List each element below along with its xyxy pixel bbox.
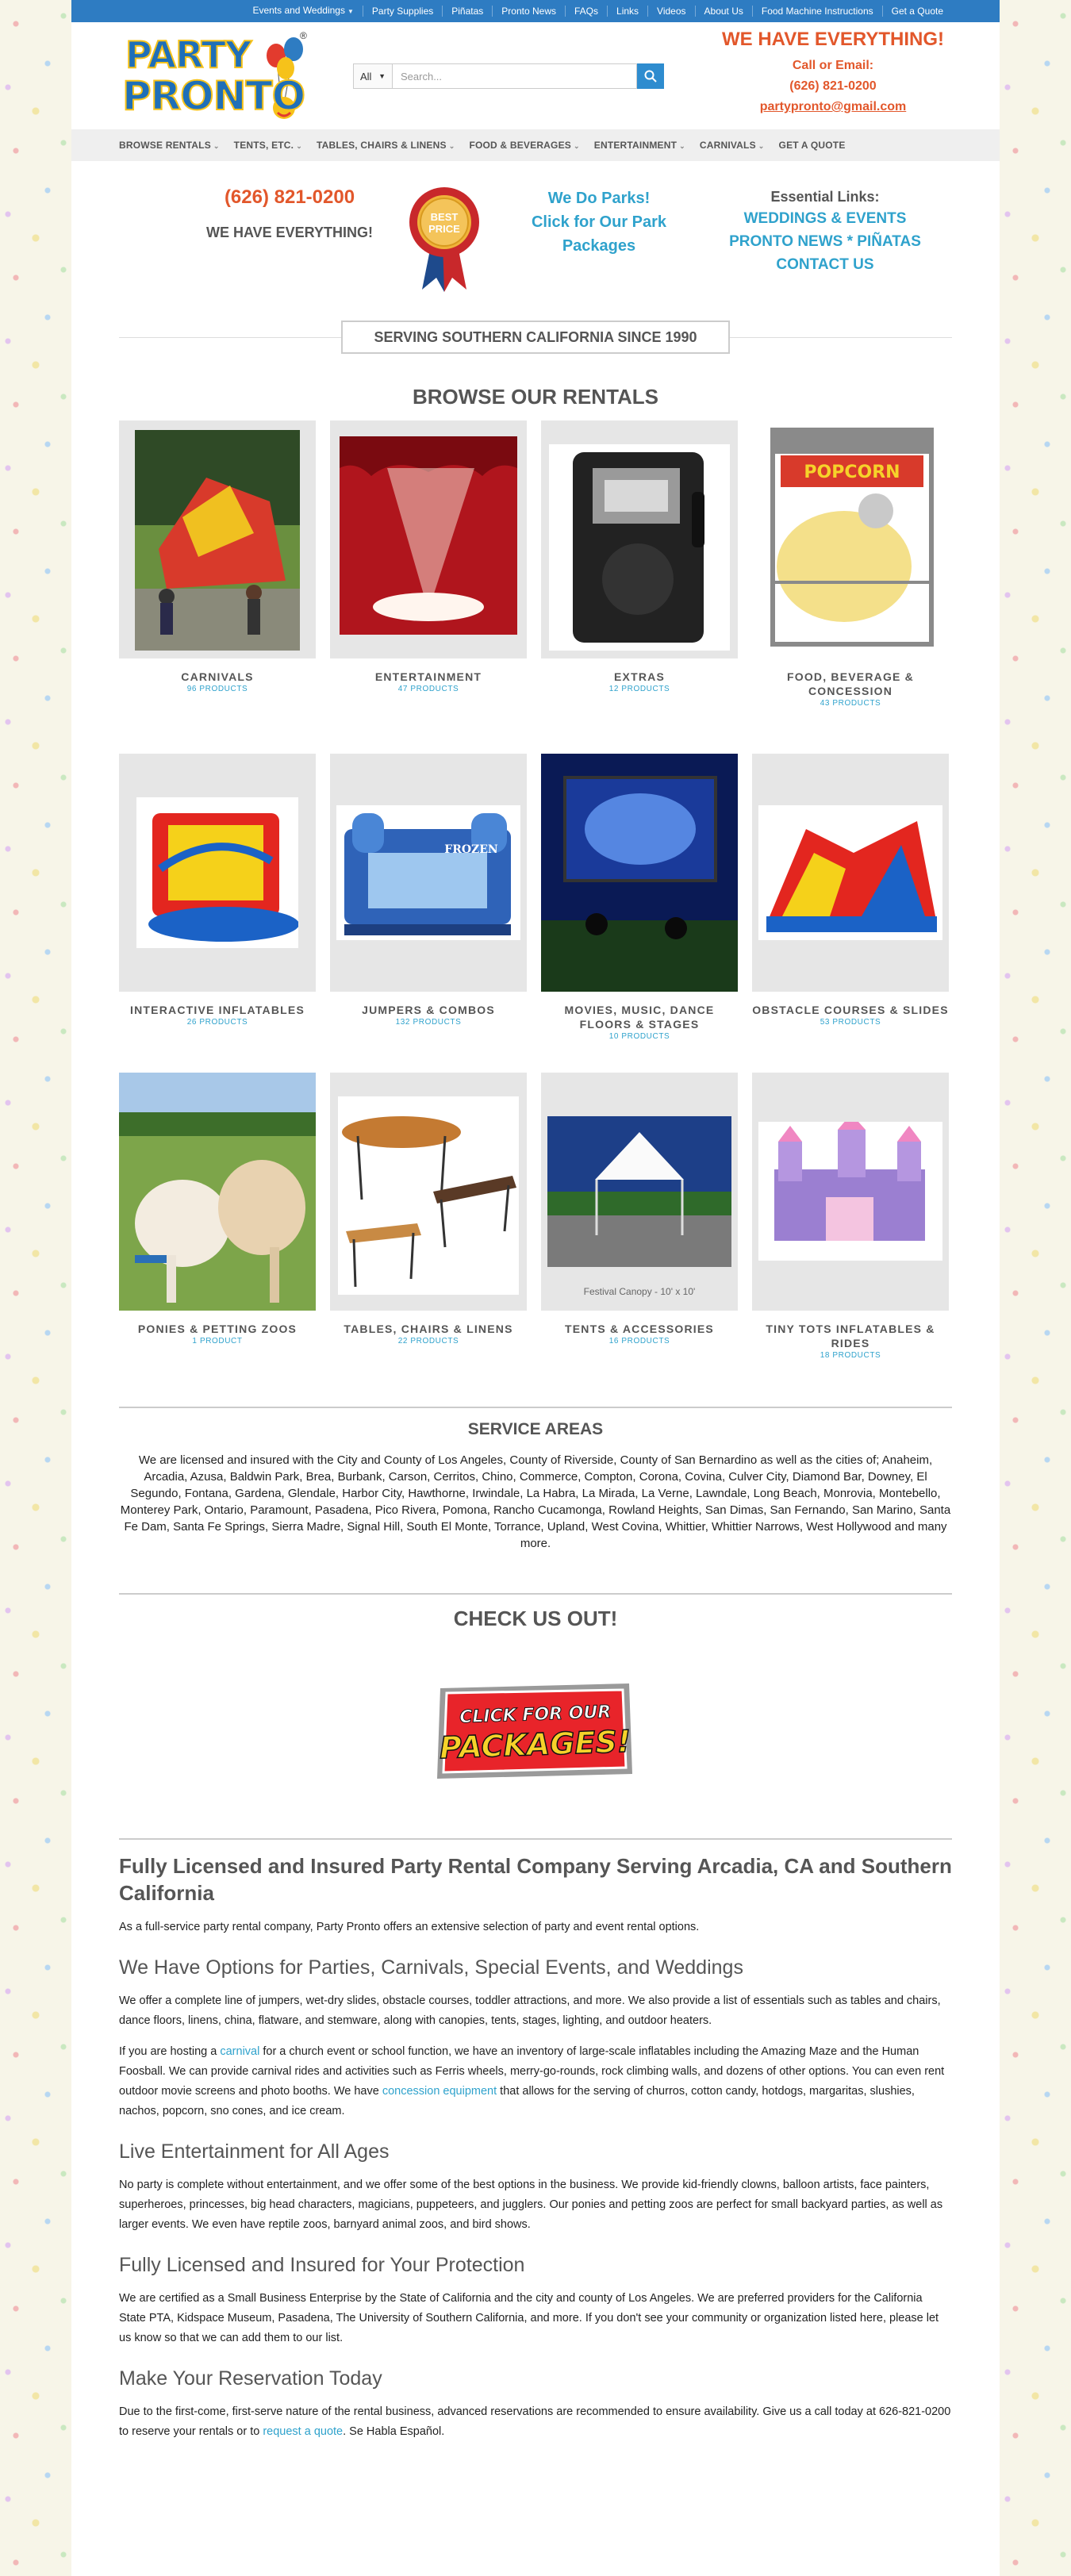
divider [119, 1407, 952, 1408]
header-call-label: Call or Email: [792, 59, 874, 72]
category-name[interactable]: TINY TOTS INFLATABLES & RIDES [766, 1323, 935, 1349]
header-email[interactable]: partypronto@gmail.com [759, 100, 907, 113]
packages-button-line1: CLICK FOR OUR [459, 1702, 612, 1728]
article-text: . Se Habla Español. [343, 2425, 445, 2438]
chevron-down-icon: ⌄ [213, 142, 220, 150]
registered-mark: ® [300, 30, 307, 41]
link-weddings-events[interactable]: WEDDINGS & EVENTS [743, 210, 907, 227]
category-count: 53 PRODUCTS [820, 1018, 881, 1027]
search-category-select[interactable] [353, 63, 393, 89]
nav-item-browse-rentals[interactable] [119, 140, 220, 151]
serving-since-banner: SERVING SOUTHERN CALIFORNIA SINCE 1990 [341, 321, 730, 354]
article-paragraph: No party is complete without entertainment, and we offer some of the best options in the business. We provide kid-friendly clowns, balloon artists, face painters, superheroes, princesses, big head characters, magicians, puppeteers, and jugglers. Our ponies and petting zoos are perfect for small backyard parties, as well as larger events. We even have reptile zoos, barnyard animal zoos, and bird shows. [119, 2179, 943, 2231]
category-name[interactable]: PONIES & PETTING ZOOS [137, 1323, 298, 1335]
category-card-carnivals[interactable] [119, 420, 316, 693]
category-card-tables-chairs-linens[interactable] [330, 1073, 527, 1346]
article-title: Fully Licensed and Insured Party Rental Company Serving Arcadia, CA and Southern California [119, 1854, 952, 1905]
divider [119, 1838, 952, 1840]
topbar-link-faqs[interactable]: FAQs [565, 6, 607, 17]
promo-phone[interactable]: (626) 821-0200 [224, 186, 355, 208]
chevron-down-icon: ⌄ [448, 142, 455, 150]
category-count: 26 PRODUCTS [186, 1018, 248, 1027]
article-subheading: Fully Licensed and Insured for Your Protection [119, 2254, 525, 2276]
category-name[interactable]: TENTS & ACCESSORIES [565, 1323, 714, 1335]
category-card-food-beverage-concession[interactable] [752, 420, 949, 708]
popcorn-sign-text: POPCORN [804, 463, 900, 482]
canopy-caption-text: Festival Canopy - 10' x 10' [583, 1286, 696, 1297]
article-paragraph: As a full-service party rental company, Party Pronto offers an extensive selection of party and event rental options. [119, 1921, 700, 1933]
chevron-down-icon: ⌄ [574, 142, 580, 150]
category-count: 16 PRODUCTS [608, 1337, 670, 1346]
category-image[interactable] [330, 754, 527, 992]
nav-item-tables-chairs-linens[interactable] [317, 140, 455, 151]
article-text: Due to the first-come, first-serve nature of the rental business, advanced reservations are recommended to ensure availability. Give us a call today at 626-821-0200 to reserve your rentals or to [119, 2405, 951, 2438]
category-image[interactable] [119, 420, 316, 658]
category-name[interactable]: JUMPERS & COMBOS [362, 1004, 495, 1016]
link-contact-us[interactable]: CONTACT US [776, 256, 874, 273]
nav-item-label: TENTS, ETC. [233, 140, 294, 151]
carnival-link[interactable]: carnival [220, 2045, 260, 2058]
category-name[interactable]: TABLES, CHAIRS & LINENS [344, 1323, 513, 1335]
category-image[interactable] [330, 420, 527, 658]
topbar-link-links[interactable]: Links [607, 6, 647, 17]
topbar-link-videos[interactable]: Videos [647, 6, 694, 17]
promo-tagline: WE HAVE EVERYTHING! [205, 225, 373, 240]
page [71, 0, 1000, 2576]
category-image[interactable] [541, 754, 738, 992]
article-subheading: Make Your Reservation Today [119, 2367, 382, 2390]
topbar-link-pinatas[interactable]: Piñatas [442, 6, 492, 17]
logo-text-pronto: PRONTO [122, 73, 305, 119]
service-areas-text: We are licensed and insured with the City and County of Los Angeles, County of Riverside, County of San Bernardino as well as the cities of; Anaheim, Arcadia, Azusa, Baldwin Park, Brea, Burbank, Carson, Cerritos, Chino, Commerce, Compton, Corona, Covina, Culver City, Diamond Bar, Downey, El Segundo, Fontana, Gardena, Glendale, Harbor City, Hawthorne, Irwindale, La Habra, La Mirada, La Verne, Lawndale, Long Beach, Monrovia, Montebello, Monterey Park, Ontario, Paramount, Pasadena, Pico Rivera, Pomona, Rancho Cucamonga, Rowland Heights, San Dimas, San Fernando, San Marino, Santa Fe Dam, Santa Fe Springs, Sierra Madre, Signal Hill, South El Monte, Torrance, Upland, West Covina, Whittier, Whittier Narrows, West Hollywood and many more. [120, 1453, 951, 1550]
chevron-down-icon: ▼ [347, 8, 354, 15]
request-a-quote-link[interactable]: request a quote [263, 2425, 344, 2438]
nav-item-carnivals[interactable] [700, 140, 765, 151]
packages-button[interactable] [432, 1680, 637, 1783]
category-image[interactable] [330, 1073, 527, 1311]
article-subheading: Live Entertainment for All Ages [119, 2140, 390, 2163]
category-count: 1 PRODUCT [192, 1337, 243, 1346]
check-us-out-heading: CHECK US OUT! [453, 1607, 618, 1630]
chevron-down-icon: ⌄ [296, 142, 302, 150]
top-navigation-bar [71, 0, 1000, 22]
chevron-down-icon: ⌄ [679, 142, 685, 150]
category-image[interactable] [541, 1073, 738, 1311]
nav-item-label: CARNIVALS [699, 140, 756, 151]
badge-text-line1: BEST [430, 211, 459, 223]
promo-row [71, 175, 1000, 294]
header-tagline: WE HAVE EVERYTHING! [721, 29, 945, 50]
article-text: that allows for the serving of churros, cotton candy, hotdogs, margaritas, slushies, nachos, popcorn, sno cones, and ice cream. [119, 2085, 915, 2117]
chevron-down-icon: ▼ [378, 72, 386, 80]
badge-text-line2: PRICE [428, 223, 460, 235]
article-paragraph: We offer a complete line of jumpers, wet-dry slides, obstacle courses, toddler attractions, and more. We also provide a list of essentials such as tables and chairs, dance floors, linens, china, flatware, and stemware, along with canopies, tents, stages, lighting, and outdoor heaters. [119, 1994, 941, 2027]
nav-item-get-a-quote[interactable]: GET A QUOTE [778, 140, 846, 151]
article-subheading: We Have Options for Parties, Carnivals, Special Events, and Weddings [119, 1956, 743, 1979]
category-name[interactable]: EXTRAS [614, 670, 665, 683]
category-name[interactable]: MOVIES, MUSIC, DANCE FLOORS & STAGES [564, 1004, 715, 1031]
essential-links [706, 186, 944, 276]
category-card-obstacle-courses-slides[interactable] [752, 754, 949, 1027]
article-paragraph [119, 2042, 952, 2121]
search-input[interactable] [393, 63, 637, 89]
concession-equipment-link[interactable]: concession equipment [382, 2085, 497, 2098]
search-button[interactable] [637, 63, 664, 89]
divider [119, 1593, 952, 1595]
service-areas-heading: SERVICE AREAS [467, 1420, 604, 1438]
category-image[interactable] [752, 1073, 949, 1311]
category-card-entertainment[interactable] [330, 420, 527, 693]
nav-item-label: FOOD & BEVERAGES [469, 140, 571, 151]
category-name[interactable]: ENTERTAINMENT [374, 670, 482, 683]
category-card-extras[interactable] [541, 420, 738, 693]
site-header [71, 22, 1000, 129]
site-logo[interactable] [119, 29, 309, 128]
parks-line-2: Click for Our Park [531, 213, 667, 231]
search-placeholder: Search... [401, 70, 443, 83]
nav-item-tents[interactable] [234, 140, 302, 151]
park-packages-link[interactable] [500, 186, 698, 258]
nav-item-food-beverages[interactable] [469, 140, 579, 151]
best-price-badge [405, 182, 484, 294]
category-count: 96 PRODUCTS [186, 685, 248, 693]
nav-item-label: BROWSE RENTALS [119, 140, 211, 151]
nav-item-label: TABLES, CHAIRS & LINENS [316, 140, 447, 151]
article-paragraph [119, 2402, 952, 2442]
category-name[interactable]: INTERACTIVE INFLATABLES [130, 1004, 305, 1016]
category-name[interactable]: FOOD, BEVERAGE & CONCESSION [787, 670, 914, 697]
topbar-link-events-weddings[interactable] [244, 5, 362, 17]
header-phone[interactable]: (626) 821-0200 [789, 79, 877, 93]
browse-rentals-heading: BROWSE OUR RENTALS [412, 385, 659, 409]
category-count: 43 PRODUCTS [820, 699, 881, 708]
main-navigation [71, 129, 1000, 161]
article-text: If you are hosting a [119, 2045, 221, 2058]
search-category-value: All [360, 70, 372, 83]
category-count: 22 PRODUCTS [397, 1337, 459, 1346]
header-contact [698, 29, 968, 114]
category-count: 12 PRODUCTS [608, 685, 670, 693]
topbar-link-party-supplies[interactable]: Party Supplies [363, 6, 442, 17]
parks-line-3: Packages [562, 237, 636, 255]
frozen-sign-text: FROZEN [444, 843, 498, 856]
topbar-link-pronto-news[interactable]: Pronto News [492, 6, 565, 17]
category-card-ponies-petting-zoos[interactable] [119, 1073, 316, 1346]
category-image[interactable] [752, 420, 949, 658]
topbar-link-about-us[interactable]: About Us [695, 6, 752, 17]
category-name[interactable]: CARNIVALS [181, 670, 254, 683]
search-icon [644, 70, 657, 83]
topbar-link-food-machine-instructions[interactable]: Food Machine Instructions [752, 6, 882, 17]
category-image[interactable] [752, 754, 949, 992]
essential-links-heading: Essential Links: [770, 189, 880, 205]
search-form [353, 63, 664, 89]
article-paragraph: We are certified as a Small Business Enterprise by the State of California and the city and county of Los Angeles. We are preferred providers for the California State PTA, Kidspace Museum, Pasadena, The University of Southern California, and more. If you don't see your community or organization listed here, please let us know so that we can add them to our list. [119, 2292, 939, 2344]
article-text: for a church event or school function, we have an inventory of large-scale inflatables including the Amazing Maze and the Human Foosball. We can provide carnival rides and activities such as Ferris wheels, merry-go-rounds, rock climbing walls, and dozens of other options. You can even rent outdoor movie screens and photo booths. We have [119, 2045, 945, 2098]
category-image[interactable] [119, 1073, 316, 1311]
category-card-movies-music-dance-floors-stages[interactable] [541, 754, 738, 1041]
parks-line-1: We Do Parks! [547, 190, 651, 207]
category-card-tents-accessories[interactable] [541, 1073, 738, 1346]
packages-button-line2: PACKAGES! [439, 1723, 631, 1766]
category-card-tiny-tots-inflatables-rides[interactable] [752, 1073, 949, 1360]
category-image[interactable] [119, 754, 316, 992]
category-count: 47 PRODUCTS [397, 685, 459, 693]
category-count: 18 PRODUCTS [820, 1351, 881, 1360]
promo-phone-block [182, 186, 397, 241]
category-name[interactable]: OBSTACLE COURSES & SLIDES [752, 1004, 949, 1016]
nav-item-entertainment[interactable] [594, 140, 685, 151]
category-card-interactive-inflatables[interactable] [119, 754, 316, 1027]
nav-item-label: ENTERTAINMENT [593, 140, 678, 151]
link-pronto-news-pinatas[interactable]: PRONTO NEWS * PIÑATAS [729, 233, 921, 250]
seo-article [119, 1852, 952, 2442]
chevron-down-icon: ⌄ [758, 142, 765, 150]
category-count: 132 PRODUCTS [395, 1018, 462, 1027]
category-image[interactable] [541, 420, 738, 658]
topbar-link-get-a-quote[interactable]: Get a Quote [882, 6, 952, 17]
topbar-link-label: Events and Weddings [252, 5, 345, 16]
logo-text-party: PARTY [125, 33, 251, 76]
category-count: 10 PRODUCTS [608, 1032, 670, 1041]
category-card-jumpers-combos[interactable] [330, 754, 527, 1027]
